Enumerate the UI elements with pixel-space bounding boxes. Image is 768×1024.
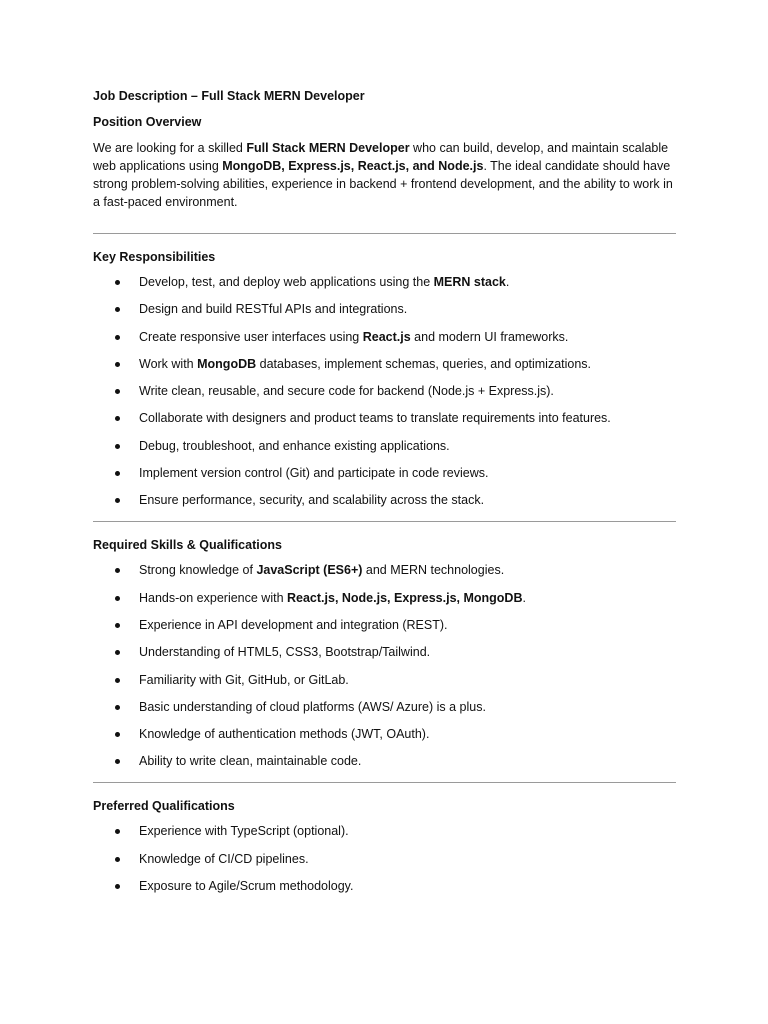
list-item-text: . (505, 275, 510, 289)
list-item (93, 617, 676, 633)
list-item (93, 410, 676, 426)
list-item-text: Basic understanding of cloud platforms (AWS/ Azure) is a plus. (139, 699, 486, 714)
position-overview-text (93, 139, 676, 211)
list-item (93, 699, 676, 715)
preferred-qualifications-list (93, 823, 676, 894)
bullet-icon (115, 280, 120, 285)
list-item-text: Experience in API development and integration (REST). (139, 617, 448, 632)
list-item-text-bold: React.js, Node.js, Express.js, MongoDB (287, 590, 523, 605)
section-divider (93, 233, 676, 234)
list-item-text: Understanding of HTML5, CSS3, Bootstrap/Tailwind. (139, 645, 431, 660)
required-skills-list (93, 562, 676, 769)
list-item-text-bold: React.js (362, 329, 411, 344)
overview-part: We are looking for a skilled (93, 141, 247, 155)
list-item-text: and modern UI frameworks. (410, 329, 569, 344)
list-item (93, 878, 676, 894)
list-item-text: Experience with TypeScript (optional). (139, 824, 349, 839)
key-responsibilities-heading: Key Responsibilities (93, 250, 216, 264)
document-title: Job Description – Full Stack MERN Developer (93, 89, 365, 103)
position-overview-heading: Position Overview (93, 115, 202, 129)
bullet-icon (115, 623, 120, 628)
list-item (93, 329, 676, 345)
list-item (93, 562, 676, 578)
list-item-text: Hands-on experience with (139, 590, 287, 605)
bullet-icon (115, 335, 120, 340)
list-item-text: Work with (139, 356, 198, 371)
document-page (93, 88, 676, 905)
list-item-text: Design and build RESTful APIs and integrations. (139, 302, 408, 317)
overview-part-bold: MongoDB, Express.js, React.js, and Node.js (222, 159, 484, 173)
bullet-icon (115, 568, 120, 573)
bullet-icon (115, 884, 120, 889)
overview-part: who can build, develop, and maintain scalable web applications using (93, 141, 669, 173)
bullet-icon (115, 498, 120, 503)
list-item (93, 356, 676, 372)
list-item (93, 644, 676, 660)
required-skills-heading: Required Skills & Qualifications (93, 538, 282, 553)
list-item-text: Collaborate with designers and product teams to translate requirements into features. (139, 411, 611, 426)
list-item (93, 492, 676, 508)
bullet-icon (115, 389, 120, 394)
list-item-text: Knowledge of authentication methods (JWT, OAuth). (139, 727, 430, 742)
overview-part-bold: Full Stack MERN Developer (246, 141, 410, 155)
list-item (93, 438, 676, 454)
list-item (93, 672, 676, 688)
list-item-text: Develop, test, and deploy web applications using the (139, 275, 434, 289)
list-item (93, 590, 676, 606)
list-item-text: Knowledge of CI/CD pipelines. (139, 851, 309, 866)
list-item-text-bold: MERN stack (433, 275, 506, 289)
list-item (93, 823, 676, 839)
list-item-text-bold: JavaScript (ES6+) (256, 563, 363, 578)
bullet-icon (115, 650, 120, 655)
list-item-text: Debug, troubleshoot, and enhance existing applications. (139, 438, 450, 453)
key-responsibilities-list (93, 274, 676, 508)
bullet-icon (115, 596, 120, 601)
section-divider (93, 521, 676, 522)
list-item-text: Write clean, reusable, and secure code for backend (Node.js + Express.js). (139, 384, 554, 399)
list-item-text: . (522, 590, 526, 605)
bullet-icon (115, 705, 120, 710)
bullet-icon (115, 857, 120, 862)
overview-part: . The ideal candidate should have strong problem-solving abilities, experience in backend + frontend development, and the ability to work in a fast-paced environment. (93, 159, 673, 209)
list-item-text: Strong knowledge of (139, 563, 257, 578)
list-item (93, 383, 676, 399)
bullet-icon (115, 759, 120, 764)
bullet-icon (115, 829, 120, 834)
list-item-text: Implement version control (Git) and participate in code reviews. (139, 466, 489, 481)
list-item-text: and MERN technologies. (362, 563, 505, 578)
list-item-text-bold: MongoDB (197, 356, 257, 371)
bullet-icon (115, 471, 120, 476)
bullet-icon (115, 362, 120, 367)
list-item-text: Ensure performance, security, and scalability across the stack. (139, 493, 485, 508)
bullet-icon (115, 678, 120, 683)
bullet-icon (115, 307, 120, 312)
list-item (93, 726, 676, 742)
list-item-text: databases, implement schemas, queries, and optimizations. (256, 356, 592, 371)
list-item (93, 851, 676, 867)
list-item (93, 465, 676, 481)
list-item-text: Exposure to Agile/Scrum methodology. (139, 879, 354, 894)
bullet-icon (115, 444, 120, 449)
bullet-icon (115, 732, 120, 737)
list-item-text: Ability to write clean, maintainable code. (139, 754, 362, 769)
list-item-text: Create responsive user interfaces using (139, 329, 363, 344)
list-item-text: Familiarity with Git, GitHub, or GitLab. (139, 672, 349, 687)
list-item (93, 301, 676, 317)
list-item (93, 274, 676, 290)
preferred-qualifications-heading: Preferred Qualifications (93, 799, 235, 814)
bullet-icon (115, 416, 120, 421)
list-item (93, 753, 676, 769)
section-divider (93, 782, 676, 783)
